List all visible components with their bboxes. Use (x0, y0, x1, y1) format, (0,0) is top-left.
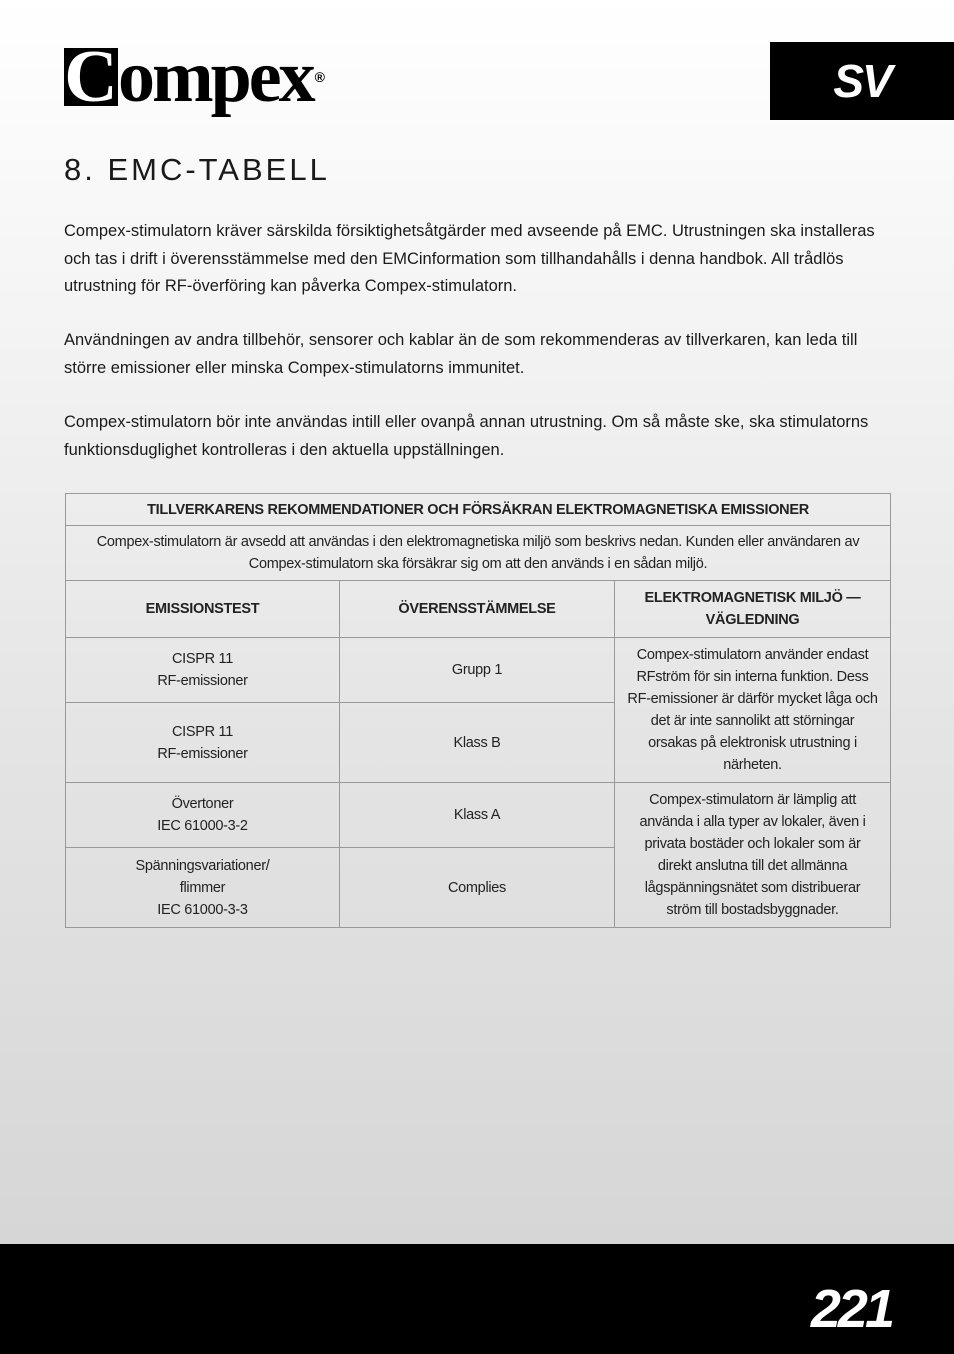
table-title: TILLVERKARENS REKOMMENDATIONER OCH FÖRSÄKRAN ELEKTROMAGNETISKA EMISSIONER (66, 494, 891, 526)
table-intro-row (66, 526, 891, 581)
logo-initial: C (64, 48, 118, 106)
page-number: 221 (810, 1279, 892, 1339)
logo-wordmark: ompex (118, 36, 313, 118)
guidance-cell: Compex-stimulatorn använder endast RFström för sin interna funktion. Dess RF-emissioner är därför mycket låga och det är inte sannolikt att störningar orsakas på elektronisk utrustning i närheten. (615, 638, 891, 783)
registered-mark: ® (314, 69, 325, 85)
emission-test-cell: Övertoner IEC 61000-3-2 (66, 783, 340, 848)
paragraph-accessories: Användningen av andra tillbehör, sensorer och kablar än de som rekommenderas av tillverkaren, kan leda till större emissioner eller minska Compex-stimulatorns immunitet. (64, 331, 858, 377)
table-intro: Compex-stimulatorn är avsedd att användas i den elektromagnetiska miljö som beskrivs nedan. Kunden eller användaren av Compex-stimulatorn ska försäkrar sig om att den används i en sådan miljö. (66, 526, 891, 581)
compex-logo (64, 36, 325, 120)
emc-emissions-table (65, 493, 891, 928)
section-heading: 8. EMC-TABELL (64, 152, 330, 187)
column-header-compliance: ÖVERENSSTÄMMELSE (340, 581, 615, 638)
column-header-test: EMISSIONSTEST (66, 581, 340, 638)
compliance-cell: Klass A (340, 783, 615, 848)
table-row (66, 638, 891, 703)
compliance-cell: Grupp 1 (340, 638, 615, 703)
table-row (66, 783, 891, 848)
compliance-cell: Complies (340, 848, 615, 928)
paragraph-emc-precautions: Compex-stimulatorn kräver särskilda försiktighetsåtgärder med avseende på EMC. Utrustningen ska installeras och tas i drift i överensstämmelse med den EMCinformation som tillhandahålls i denna handbok. All trådlös utrustning för RF-överföring kan påverka Compex-stimulatorn. (64, 222, 875, 295)
compliance-cell: Klass B (340, 703, 615, 783)
table-title-row (66, 494, 891, 526)
emission-test-cell: Spänningsvariationer/ flimmer IEC 61000-3-3 (66, 848, 340, 928)
paragraph-placement: Compex-stimulatorn bör inte användas intill eller ovanpå annan utrustning. Om så måste ske, ska stimulatorns funktionsduglighet kontrolleras i den aktuella uppställningen. (64, 413, 869, 459)
emission-test-cell: CISPR 11 RF-emissioner (66, 703, 340, 783)
column-header-guidance: ELEKTROMAGNETISK MILJÖ — VÄGLEDNING (615, 581, 891, 638)
guidance-cell: Compex-stimulatorn är lämplig att använda i alla typer av lokaler, även i privata bostäder och lokaler som är direkt anslutna till det allmänna lågspänningsnätet som distribuerar ström till bostadsbyggnader. (615, 783, 891, 928)
table-header-row (66, 581, 891, 638)
language-tab: SV (770, 42, 954, 120)
emission-test-cell: CISPR 11 RF-emissioner (66, 638, 340, 703)
